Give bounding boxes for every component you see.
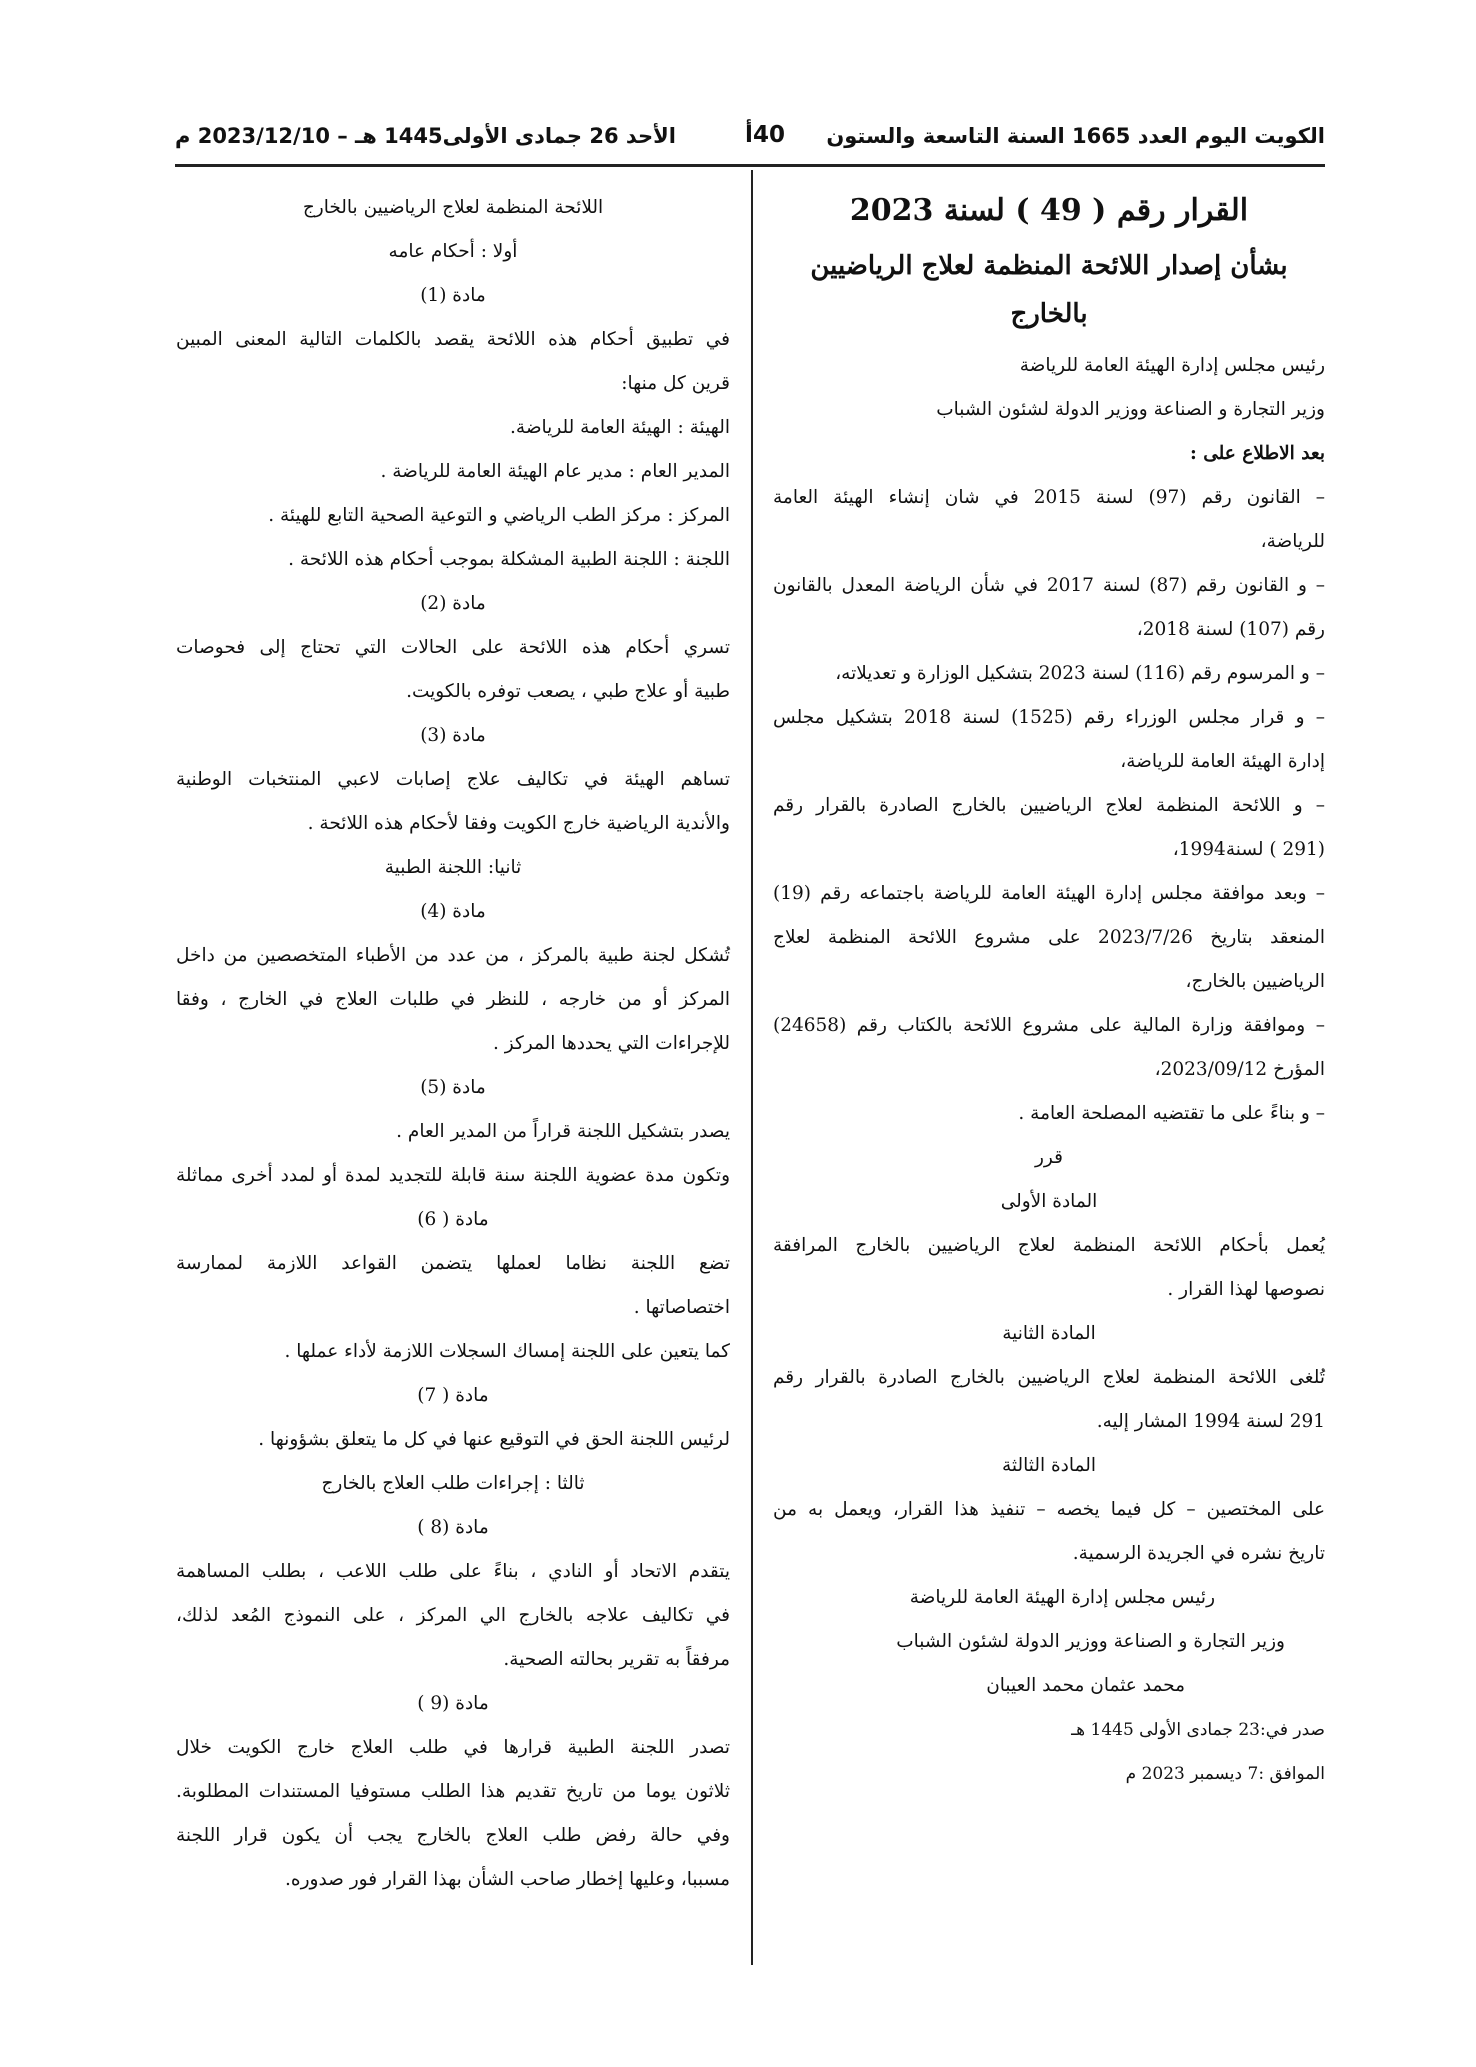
article-heading: المادة الأولى xyxy=(1000,1191,1098,1212)
page-header xyxy=(175,118,1325,167)
article-text: والأندية الرياضية خارج الكويت وفقا لأحكام هذه اللائحة . xyxy=(307,813,730,834)
article-text: للإجراءات التي يحددها المركز . xyxy=(492,1033,730,1054)
preamble-line: (291 ) لسنة1994، xyxy=(1172,839,1325,860)
article-heading: مادة (1) xyxy=(420,285,486,306)
preamble-line: – وبعد موافقة مجلس إدارة الهيئة العامة للرياضة باجتماعه رقم (19) xyxy=(773,883,1325,904)
article-heading: مادة (5) xyxy=(420,1077,486,1098)
section-heading: أولا : أحكام عامه xyxy=(388,241,518,262)
decided-heading: قرر xyxy=(1035,1147,1063,1168)
preamble-line: – و القانون رقم (87) لسنة 2017 في شأن الرياضة المعدل بالقانون xyxy=(773,575,1326,596)
article-heading: مادة (4) xyxy=(420,901,486,922)
article-text: اختصاصاتها . xyxy=(633,1297,730,1318)
preamble-line: – وموافقة وزارة المالية على مشروع اللائحة بالكتاب رقم (24658) xyxy=(773,1015,1325,1036)
article-text: يصدر بتشكيل اللجنة قراراً من المدير العام . xyxy=(396,1121,730,1142)
article-text: يتقدم الاتحاد أو النادي ، بناءً على طلب اللاعب ، بطلب المساهمة xyxy=(176,1561,730,1582)
article-text: مرفقاً به تقرير بحالته الصحية. xyxy=(503,1649,730,1670)
definition-line: المركز : مركز الطب الرياضي و التوعية الصحية التابع للهيئة . xyxy=(268,505,730,526)
article-text: تساهم الهيئة في تكاليف علاج إصابات لاعبي المنتخبات الوطنية xyxy=(176,769,730,790)
decision-subtitle: بشأن إصدار اللائحة المنظمة لعلاج الرياضيين بالخارج xyxy=(810,251,1288,329)
article-text: في تكاليف علاجه بالخارج الي المركز ، على النموذج المُعد لذلك، xyxy=(176,1605,730,1626)
article-text: وتكون مدة عضوية اللجنة سنة قابلة للتجديد لمدة أو لمدد أخرى مماثلة xyxy=(176,1165,730,1186)
issue-date: الأحد 26 جمادى الأولى1445 هـ – 2023/12/10 م xyxy=(175,124,676,148)
article-heading: مادة (9 ) xyxy=(417,1693,489,1714)
issue-date-hijri: صدر في:23 جمادى الأولى 1445 هـ xyxy=(1071,1720,1325,1740)
article-text: في تطبيق أحكام هذه اللائحة يقصد بالكلمات التالية المعنى المبين xyxy=(176,329,730,350)
preamble-line: – القانون رقم (97) لسنة 2015 في شان إنشاء الهيئة العامة xyxy=(773,487,1326,508)
article-text: تُشكل لجنة طبية بالمركز ، من عدد من الأطباء المتخصصين من داخل xyxy=(176,945,730,966)
left-column xyxy=(176,186,730,1902)
article-text: وفي حالة رفض طلب العلاج بالخارج يجب أن يكون قرار اللجنة xyxy=(176,1825,730,1846)
article-text: 291 لسنة 1994 المشار إليه. xyxy=(1096,1411,1325,1432)
issue-date-gregorian: الموافق :7 ديسمبر 2023 م xyxy=(1125,1764,1325,1784)
preamble-line: رقم (107) لسنة 2018، xyxy=(1136,619,1325,640)
preamble-line: – و قرار مجلس الوزراء رقم (1525) لسنة 2018 بتشكيل مجلس xyxy=(773,707,1325,728)
definition-line: اللجنة : اللجنة الطبية المشكلة بموجب أحكام هذه اللائحة . xyxy=(288,549,730,570)
article-text: المركز أو من خارجه ، للنظر في طلبات العلاج في الخارج ، وفقا xyxy=(176,989,730,1010)
preamble-line: – و المرسوم رقم (116) لسنة 2023 بتشكيل الوزارة و تعديلاته، xyxy=(835,663,1325,684)
preamble-line: المؤرخ 2023/09/12، xyxy=(1154,1059,1325,1080)
article-text: طبية أو علاج طبي ، يصعب توفره بالكويت. xyxy=(406,681,730,702)
issuer-line: رئيس مجلس إدارة الهيئة العامة للرياضة xyxy=(1019,355,1325,376)
gazette-issue-info: الكويت اليوم العدد 1665 السنة التاسعة والستون xyxy=(826,124,1325,148)
article-text: يُعمل بأحكام اللائحة المنظمة لعلاج الرياضيين بالخارج المرافقة xyxy=(773,1235,1325,1256)
issuer-line: وزير التجارة و الصناعة ووزير الدولة لشئون الشباب xyxy=(936,399,1325,420)
article-text: كما يتعين على اللجنة إمساك السجلات اللازمة لأداء عملها . xyxy=(284,1341,730,1362)
section-heading: ثالثا : إجراءات طلب العلاج بالخارج xyxy=(321,1473,585,1494)
signature-title: رئيس مجلس إدارة الهيئة العامة للرياضة xyxy=(909,1587,1215,1608)
preamble-line: الرياضيين بالخارج، xyxy=(1185,971,1325,992)
right-column xyxy=(773,186,1325,1796)
article-text: تاريخ نشره في الجريدة الرسمية. xyxy=(1072,1543,1325,1564)
regulation-title: اللائحة المنظمة لعلاج الرياضيين بالخارج xyxy=(302,197,604,218)
preamble-line: للرياضة، xyxy=(1260,531,1325,552)
article-heading: مادة ( 7) xyxy=(417,1385,489,1406)
section-heading: ثانيا: اللجنة الطبية xyxy=(384,857,522,878)
article-text: تُلغى اللائحة المنظمة لعلاج الرياضيين بالخارج الصادرة بالقرار رقم xyxy=(773,1367,1325,1388)
article-text: على المختصين – كل فيما يخصه – تنفيذ هذا القرار، ويعمل به من xyxy=(773,1499,1325,1520)
article-text: تضع اللجنة نظاما لعملها يتضمن القواعد اللازمة لممارسة xyxy=(176,1253,730,1274)
article-text: ثلاثون يوما من تاريخ تقديم هذا الطلب مستوفيا المستندات المطلوبة. xyxy=(176,1781,730,1802)
preamble-line: – و اللائحة المنظمة لعلاج الرياضيين بالخارج الصادرة بالقرار رقم xyxy=(773,795,1325,816)
article-text: تصدر اللجنة الطبية قرارها في طلب العلاج خارج الكويت خلال xyxy=(176,1737,730,1758)
article-heading: مادة (3) xyxy=(420,725,486,746)
column-divider xyxy=(751,170,753,1965)
article-text: لرئيس اللجنة الحق في التوقيع عنها في كل ما يتعلق بشؤونها . xyxy=(258,1429,730,1450)
article-text: نصوصها لهذا القرار . xyxy=(1167,1279,1325,1300)
signature-title: وزير التجارة و الصناعة ووزير الدولة لشئون الشباب xyxy=(896,1631,1285,1652)
article-heading: مادة (2) xyxy=(420,593,486,614)
page-number: 40أ xyxy=(745,122,785,148)
preamble-line: – و بناءً على ما تقتضيه المصلحة العامة . xyxy=(1018,1103,1325,1124)
preamble-line: إدارة الهيئة العامة للرياضة، xyxy=(1120,751,1325,772)
article-heading: مادة (8 ) xyxy=(417,1517,489,1538)
preamble-line: المنعقد بتاريخ 2023/7/26 على مشروع اللائحة المنظمة لعلاج xyxy=(773,927,1326,948)
article-heading: المادة الثانية xyxy=(1002,1323,1096,1344)
article-text: تسري أحكام هذه اللائحة على الحالات التي تحتاج إلى فحوصات xyxy=(176,637,730,658)
definition-line: المدير العام : مدير عام الهيئة العامة للرياضة . xyxy=(380,461,730,482)
article-text: مسببا، وعليها إخطار صاحب الشأن بهذا القرار فور صدوره. xyxy=(285,1869,730,1890)
decision-title: القرار رقم ( 49 ) لسنة 2023 xyxy=(849,193,1249,228)
article-heading: المادة الثالثة xyxy=(1001,1455,1097,1476)
preamble-heading: بعد الاطلاع على : xyxy=(1189,443,1325,464)
signatory-name: محمد عثمان محمد العيبان xyxy=(986,1675,1185,1696)
article-heading: مادة ( 6) xyxy=(417,1209,489,1230)
article-text: قرين كل منها: xyxy=(621,373,730,394)
definition-line: الهيئة : الهيئة العامة للرياضة. xyxy=(510,417,730,438)
